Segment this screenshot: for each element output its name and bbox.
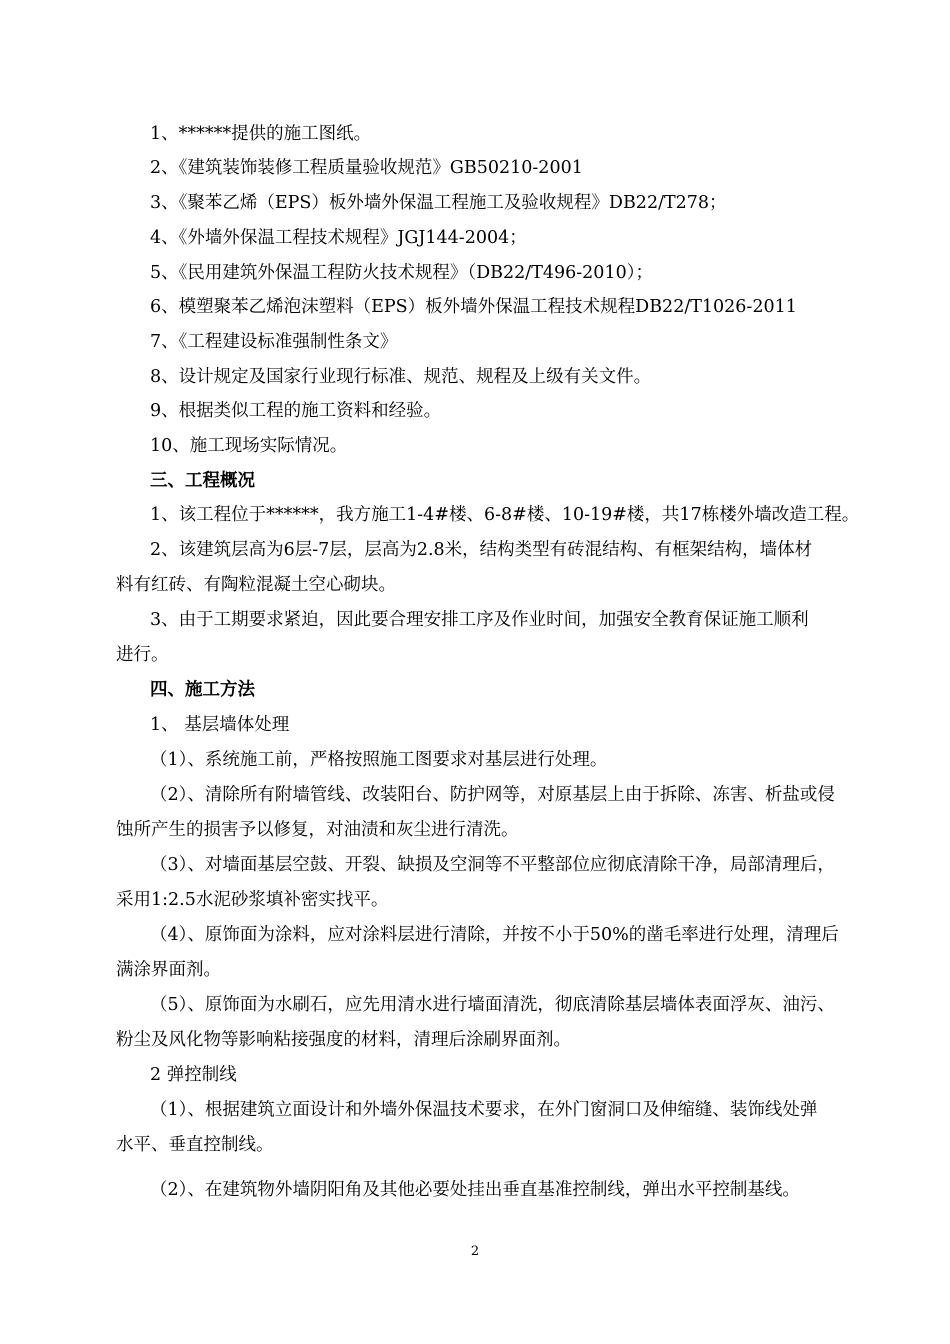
subsection-1-item-3-line-2: 采用1:2.5水泥砂浆填补密实找平。: [116, 890, 389, 910]
section-3-paragraph-3-line-1: 3、由于工期要求紧迫，因此要合理安排工序及作业时间，加强安全教育保证施工顺利: [150, 610, 809, 630]
subsection-2-heading: 2 弹控制线: [150, 1065, 237, 1085]
section-3-paragraph-2-line-2: 料有红砖、有陶粒混凝土空心砌块。: [116, 575, 396, 595]
reference-item-10: 10、施工现场实际情况。: [150, 436, 348, 456]
subsection-1-item-4-line-2: 满涂界面剂。: [116, 960, 221, 980]
section-3-heading: 三、工程概况: [150, 471, 255, 491]
subsection-1-item-5-line-2: 粉尘及风化物等影响粘接强度的材料，清理后涂刷界面剂。: [116, 1030, 571, 1050]
reference-item-5: 5、《民用建筑外保温工程防火技术规程》（DB22/T496-2010）；: [150, 263, 653, 283]
section-3-paragraph-3-line-2: 进行。: [116, 645, 169, 665]
section-3-paragraph-1: 1、该工程位于******，我方施工1-4#楼、6-8#楼、10-19#楼，共17栋楼外墙改造工程。: [150, 505, 860, 525]
subsection-1-item-2-line-1: （2）、清除所有附墙管线、改装阳台、防护网等，对原基层上由于拆除、冻害、析盐或侵: [150, 785, 835, 805]
reference-item-7: 7、《工程建设标准强制性条文》: [150, 332, 398, 352]
subsection-2-item-1-line-1: （1）、根据建筑立面设计和外墙外保温技术要求，在外门窗洞口及伸缩缝、装饰线处弹: [150, 1100, 818, 1120]
subsection-1-item-2-line-2: 蚀所产生的损害予以修复，对油渍和灰尘进行清洗。: [116, 820, 519, 840]
subsection-1-item-1: （1）、系统施工前，严格按照施工图要求对基层进行处理。: [150, 750, 608, 770]
reference-item-1: 1、******提供的施工图纸。: [150, 124, 372, 144]
reference-item-3: 3、《聚苯乙烯（EPS）板外墙外保温工程施工及验收规程》DB22/T278；: [150, 193, 727, 213]
page-number: 2: [470, 1244, 480, 1259]
reference-item-4: 4、《外墙外保温工程技术规程》JGJ144-2004；: [150, 228, 527, 248]
subsection-1-heading: 1、 基层墙体处理: [150, 715, 290, 735]
section-3-paragraph-2-line-1: 2、该建筑层高为6层-7层，层高为2.8米，结构类型有砖混结构、有框架结构，墙体材: [150, 540, 813, 560]
reference-item-6: 6、模塑聚苯乙烯泡沫塑料（EPS）板外墙外保温工程技术规程DB22/T1026-2011: [150, 297, 797, 317]
reference-item-2: 2、《建筑装饰装修工程质量验收规范》GB50210-2001: [150, 158, 583, 178]
subsection-2-item-2: （2）、在建筑物外墙阴阳角及其他必要处挂出垂直基准控制线，弹出水平控制基线。: [150, 1180, 800, 1200]
subsection-2-item-1-line-2: 水平、垂直控制线。: [116, 1135, 274, 1155]
subsection-1-item-4-line-1: （4）、原饰面为涂料，应对涂料层进行清除，并按不小于50%的凿毛率进行处理，清理后: [150, 925, 839, 945]
reference-item-9: 9、根据类似工程的施工资料和经验。: [150, 401, 442, 421]
reference-item-8: 8、设计规定及国家行业现行标准、规范、规程及上级有关文件。: [150, 367, 652, 387]
subsection-1-item-3-line-1: （3）、对墙面基层空鼓、开裂、缺损及空洞等不平整部位应彻底清除干净，局部清理后，: [150, 855, 835, 875]
section-4-heading: 四、施工方法: [150, 680, 255, 700]
subsection-1-item-5-line-1: （5）、原饰面为水刷石，应先用清水进行墙面清洗，彻底清除基层墙体表面浮灰、油污、: [150, 995, 835, 1015]
